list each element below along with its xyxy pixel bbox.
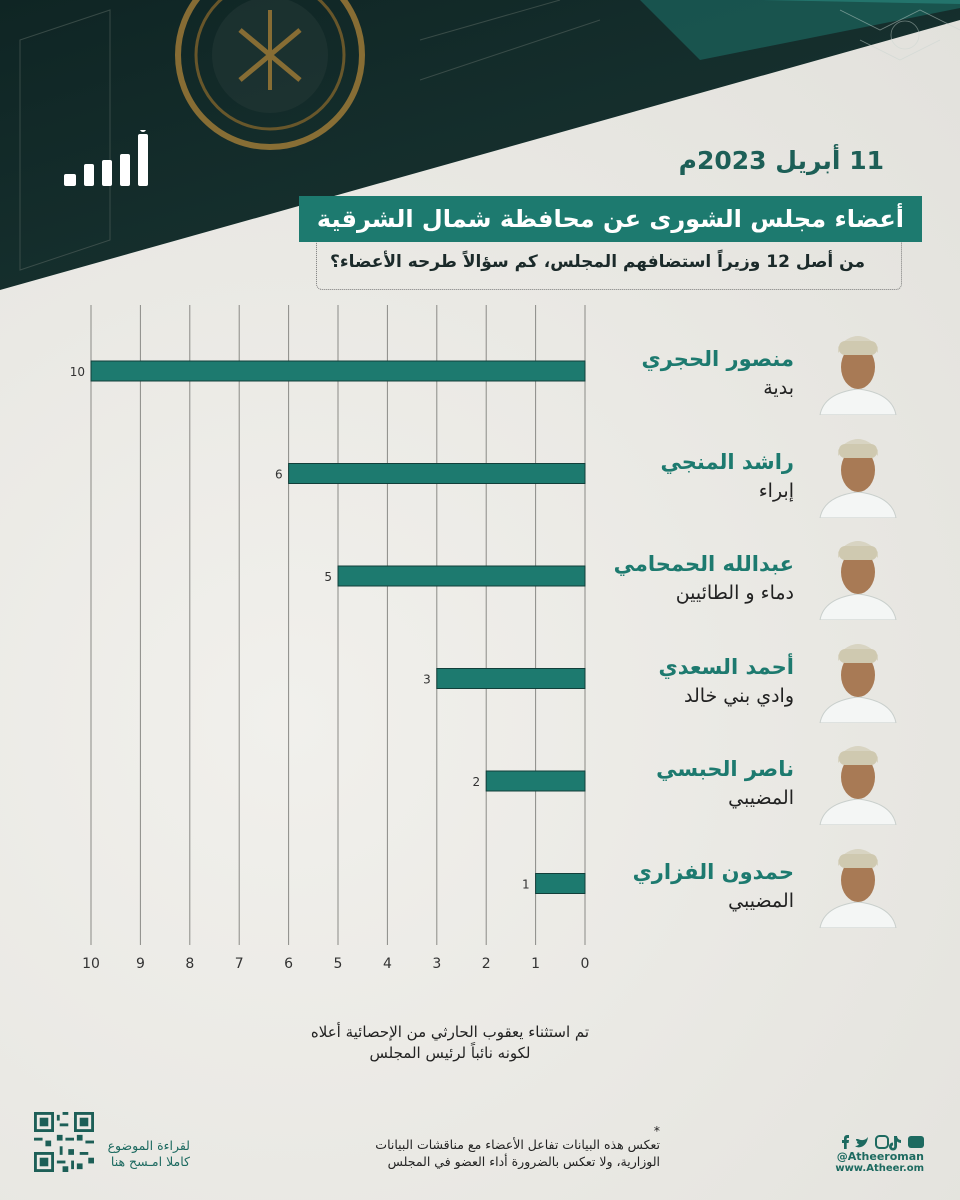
youtube-icon bbox=[908, 1136, 924, 1148]
x-tick-label: 4 bbox=[382, 956, 392, 972]
bar-value-label: 5 bbox=[324, 570, 332, 584]
twitter-icon bbox=[855, 1137, 868, 1147]
member-portrait-icon bbox=[818, 532, 898, 620]
x-tick-label: 9 bbox=[135, 956, 145, 972]
bar-value-label: 3 bbox=[423, 672, 431, 687]
bar-value-label: 10 bbox=[69, 365, 85, 379]
qr-label bbox=[100, 1138, 190, 1170]
x-tick-label: 10 bbox=[82, 956, 100, 972]
x-tick-label: 7 bbox=[234, 956, 244, 972]
instagram-icon bbox=[876, 1136, 888, 1148]
qr-code-icon[interactable] bbox=[34, 1112, 94, 1172]
disclaimer-line1: تعكس هذه البيانات تفاعل الأعضاء مع مناقشات البيانات bbox=[375, 1137, 660, 1152]
member-row bbox=[600, 840, 960, 936]
member-row bbox=[600, 327, 960, 423]
facebook-icon bbox=[842, 1135, 849, 1149]
disclaimer-star: * bbox=[653, 1123, 660, 1138]
bar bbox=[437, 669, 585, 689]
member-region: المضيبي bbox=[728, 787, 794, 809]
member-name: منصور الحجري bbox=[641, 347, 794, 371]
member-row bbox=[600, 430, 960, 526]
bar-value-label: 1 bbox=[521, 877, 530, 892]
member-name: حمدون الفزاري bbox=[632, 859, 794, 884]
exclusion-note-line1: تم استثناء يعقوب الحارثي من الإحصائية أعلاه bbox=[310, 1023, 590, 1041]
x-tick-label: 6 bbox=[284, 956, 294, 972]
qr-label-line2: كاملا امـسح هنا bbox=[110, 1154, 190, 1169]
x-tick-label: 1 bbox=[531, 956, 541, 972]
member-portrait-icon bbox=[818, 737, 898, 825]
member-region: بدية bbox=[763, 377, 794, 399]
member-portrait-icon bbox=[818, 327, 898, 415]
member-region: وادي بني خالد bbox=[683, 684, 794, 707]
exclusion-note bbox=[240, 1022, 660, 1064]
x-tick-label: 0 bbox=[580, 956, 590, 972]
tiktok-icon bbox=[889, 1136, 901, 1151]
member-region: دماء و الطائيين bbox=[675, 582, 794, 604]
member-portrait-icon bbox=[818, 635, 898, 723]
disclaimer bbox=[200, 1123, 660, 1170]
member-name: راشد المنجي bbox=[660, 449, 794, 474]
x-tick-label: 2 bbox=[481, 956, 491, 972]
chart-subtitle: من أصل 12 وزيراً استضافهم المجلس، كم سؤالاً طرحه الأعضاء؟ bbox=[330, 252, 865, 272]
website-link[interactable]: www.Atheer.om bbox=[835, 1163, 924, 1174]
exclusion-note-line2: لكونه نائباً لرئيس المجلس bbox=[369, 1044, 531, 1062]
member-row bbox=[600, 635, 960, 731]
member-name: أحمد السعدي bbox=[658, 654, 794, 679]
bar bbox=[338, 566, 585, 586]
report-date: 11 أبريل 2023م bbox=[678, 146, 884, 175]
bar bbox=[536, 874, 585, 894]
x-tick-label: 5 bbox=[333, 956, 343, 972]
member-region: إبراء bbox=[758, 479, 794, 502]
member-portrait-icon bbox=[818, 840, 898, 928]
member-row bbox=[600, 737, 960, 833]
bar-value-label: 2 bbox=[472, 775, 481, 789]
qr-label-line1: لقراءة الموضوع bbox=[107, 1138, 190, 1153]
bar bbox=[289, 464, 585, 484]
member-name: ناصر الحبسي bbox=[656, 757, 794, 781]
bar-value-label: 6 bbox=[274, 467, 283, 482]
member-name: عبدالله الحمحامي bbox=[613, 552, 794, 576]
social-icons bbox=[834, 1133, 924, 1151]
member-portrait-icon bbox=[818, 430, 898, 518]
disclaimer-line2: الوزارية، ولا تعكس بالضرورة أداء العضو في المجلس bbox=[387, 1154, 660, 1169]
member-region: المضيبي bbox=[728, 889, 794, 912]
x-tick-label: 8 bbox=[185, 956, 195, 972]
social-handle[interactable]: @Atheeroman bbox=[836, 1150, 924, 1163]
chart-title: أعضاء مجلس الشورى عن محافظة شمال الشرقية bbox=[299, 196, 922, 242]
bar bbox=[486, 771, 585, 791]
bar bbox=[91, 361, 585, 381]
x-tick-label: 3 bbox=[432, 956, 442, 972]
atheer-logo-icon bbox=[60, 130, 152, 190]
member-row bbox=[600, 532, 960, 628]
